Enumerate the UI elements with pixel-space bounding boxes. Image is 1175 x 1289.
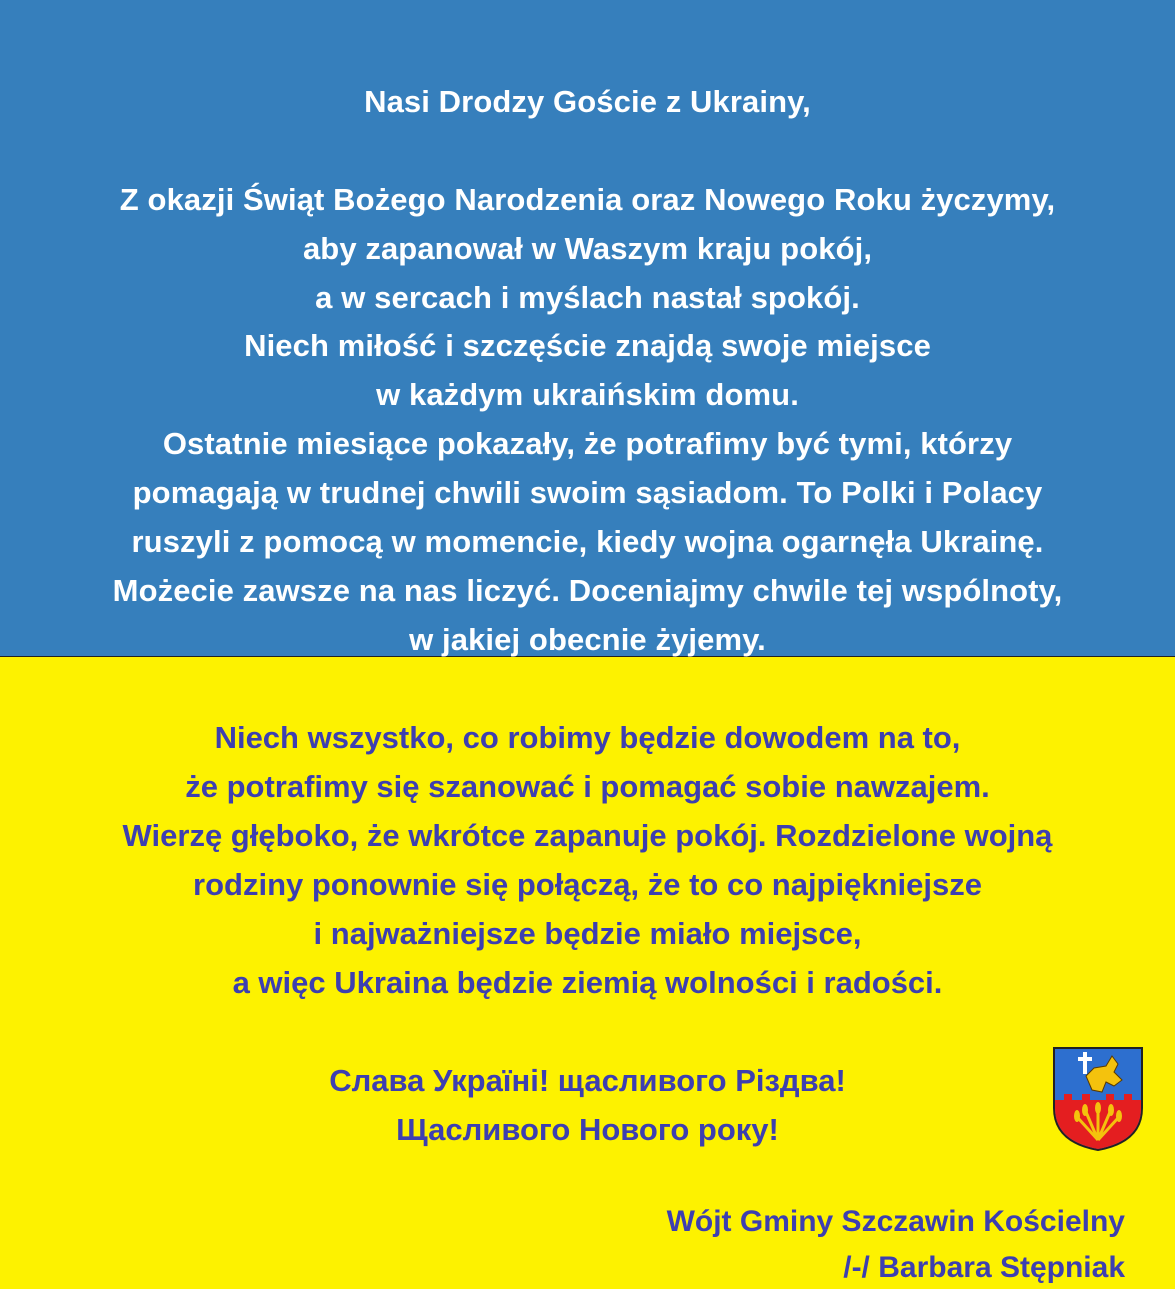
coat-of-arms-icon [1052,1046,1144,1152]
greeting-line: w każdym ukraińskim domu. [376,377,799,412]
greeting-line: Z okazji Świąt Bożego Narodzenia oraz Nowego Roku życzymy, [119,182,1056,217]
wishes-line: a więc Ukraina będzie ziemią wolności i radości. [232,965,943,1000]
greeting-line: pomagają w trudnej chwili swoim sąsiadom. To Polki i Polacy [132,475,1043,510]
wishes-line: Wierzę głęboko, że wkrótce zapanuje pokój. Rozdzielone wojną [122,818,1053,853]
greeting-line: ruszyli z pomocą w momencie, kiedy wojna ogarnęła Ukrainę. [131,524,1044,559]
yellow-flag-section [0,657,1175,1289]
signature-name: /-/ Barbara Stępniak [843,1251,1125,1284]
wishes-line: i najważniejsze będzie miało miejsce, [313,916,862,951]
wishes-line: rodziny ponownie się połączą, że to co najpiękniejsze [193,867,982,902]
ukrainian-greeting-line: Щасливого Нового року! [396,1112,779,1147]
wishes-line: Niech wszystko, co robimy będzie dowodem na to, [214,720,961,755]
greeting-line: w jakiej obecnie żyjemy. [409,622,766,657]
greeting-line: Niech miłość i szczęście znajdą swoje miejsce [244,328,931,363]
greeting-line: aby zapanował w Waszym kraju pokój, [302,231,873,266]
wishes-line: że potrafimy się szanować i pomagać sobie nawzajem. [185,769,990,804]
greeting-line: Możecie zawsze na nas liczyć. Doceniajmy chwile tej wspólnoty, [112,573,1063,608]
signature-title: Wójt Gminy Szczawin Kościelny [666,1205,1125,1238]
greeting-line: Ostatnie miesiące pokazały, że potrafimy być tymi, którzy [162,426,1013,461]
greeting-line: a w sercach i myślach nastał spokój. [315,280,860,315]
ukrainian-greeting-line: Слава Україні! щасливого Різдва! [329,1063,846,1098]
salutation: Nasi Drodzy Goście z Ukrainy, [364,84,811,119]
